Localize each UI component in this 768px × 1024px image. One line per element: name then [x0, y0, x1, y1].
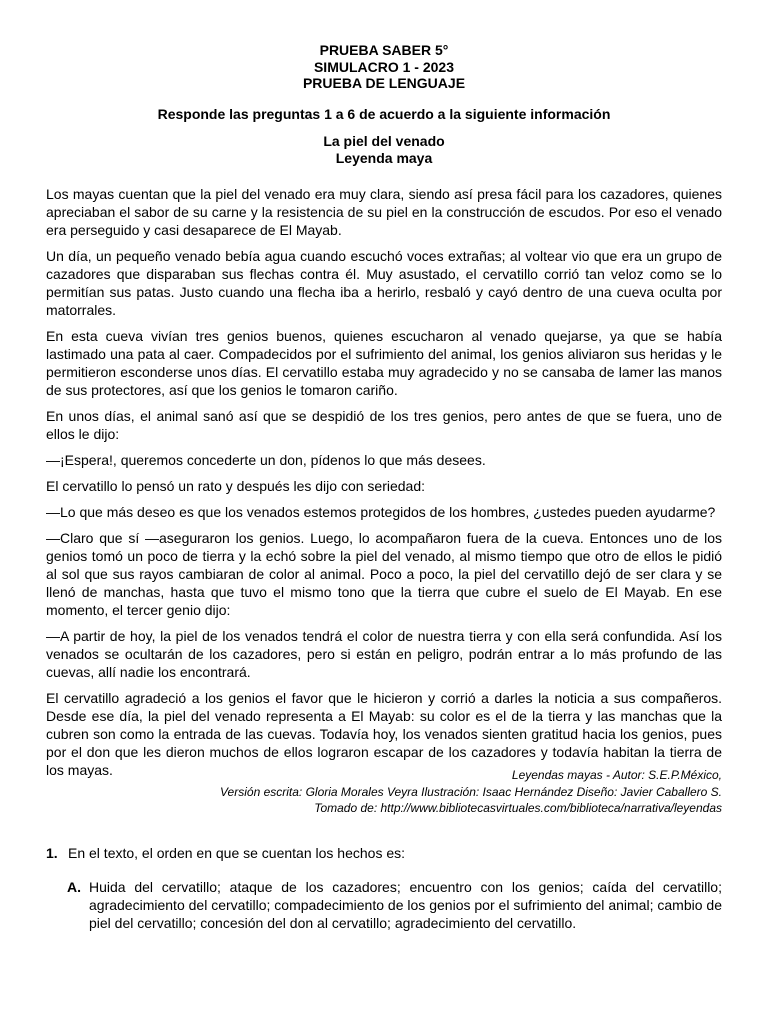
credits-source: Leyendas mayas - Autor: S.E.P.México, — [511, 768, 722, 782]
story-credits — [220, 767, 722, 817]
exam-title: PRUEBA SABER 5° — [319, 42, 449, 58]
story-body — [46, 185, 722, 787]
story-paragraph: —Claro que sí —aseguraron los genios. Luego, lo acompañaron fuera de la cueva. Entonces uno de los genios tomó un poco de tierra y la echó sobre la piel del venado, al mismo tiempo que otro de ellos le pidió al sol que sus rayos cambiaran de color al animal. Poco a poco, la piel del cervatillo dejó de ser clara y se llenó de manchas, hasta que tuvo el mismo tono que la tierra que cubre el suelo de El Mayab. En ese momento, el tercer genio dijo: — [46, 530, 722, 618]
story-paragraph: En esta cueva vivían tres genios buenos, quienes escucharon al venado quejarse, ya que se había lastimado una pata al caer. Compadecidos por el sufrimiento del animal, los genios aliviaron sus heridas y le permitieron esconderse unos días. El cervatillo estaba muy agradecido y no se cansaba de lamer las manos de sus protectores, así que los genios le tomaron cariño. — [46, 328, 722, 398]
story-title-block — [0, 133, 768, 167]
option-letter: A. — [67, 879, 81, 895]
exam-subject: PRUEBA DE LENGUAJE — [302, 75, 466, 91]
story-paragraph: —A partir de hoy, la piel de los venados tendrá el color de nuestra tierra y con ella será confundida. Así los venados se ocultarán de los cazadores, pero si están en peligro, podrán entrar a lo más profundo de las cuevas, allí nadie los encontrará. — [46, 628, 722, 680]
question-text: En el texto, el orden en que se cuentan los hechos es: — [68, 845, 406, 861]
question-number: 1. — [46, 845, 58, 861]
option-text: Huida del cervatillo; ataque de los cazadores; encuentro con los genios; caída del cervatillo; agradecimiento del cervatillo; compadecimiento de los genios por el sufrimiento del animal; cambio de piel del cervatillo; concesión del don al cervatillo; agradecimiento del cervatillo. — [89, 879, 722, 931]
exam-header — [0, 42, 768, 92]
story-paragraph: Los mayas cuentan que la piel del venado era muy clara, siendo así presa fácil para los cazadores, quienes apreciaban el sabor de su carne y la resistencia de su piel en la construcción de escudos. Por eso el venado era perseguido y casi desaparece de El Mayab. — [46, 186, 722, 238]
story-paragraph: El cervatillo lo pensó un rato y después les dijo con seriedad: — [46, 478, 425, 494]
story-paragraph: —Lo que más deseo es que los venados estemos protegidos de los hombres, ¿ustedes pueden ayudarme? — [46, 504, 716, 520]
answer-option-a[interactable] — [67, 878, 722, 932]
credits-authors: Versión escrita: Gloria Morales Veyra Ilustración: Isaac Hernández Diseño: Javier Caballero S. — [220, 784, 722, 799]
story-subtitle: Leyenda maya — [335, 150, 433, 166]
story-paragraph: Un día, un pequeño venado bebía agua cuando escuchó voces extrañas; al voltear vio que era un grupo de cazadores que disparaban sus flechas contra él. Muy asustado, el cervatillo corrió tan veloz como se lo permitían sus patas. Justo cuando una flecha iba a herirlo, resbaló y cayó dentro de una cueva oculta por matorrales. — [46, 248, 722, 318]
credits-url: Tomado de: http://www.bibliotecasvirtuales.com/biblioteca/narrativa/leyendas — [314, 801, 722, 815]
exam-edition: SIMULACRO 1 - 2023 — [313, 58, 455, 75]
story-paragraph: En unos días, el animal sanó así que se despidió de los tres genios, pero antes de que se fuera, uno de ellos le dijo: — [46, 408, 722, 442]
story-title: La piel del venado — [323, 133, 445, 149]
story-paragraph: El cervatillo agradeció a los genios el favor que le hicieron y corrió a darles la noticia a sus compañeros. Desde ese día, la piel del venado representa a El Mayab: su color es el de la tierra y las manchas que la cubren son como la entrada de las cuevas. Todavía hoy, los venados sienten gratitud hacia los genios, pues por el don que les dieron muchos de ellos lograron escapar de los cazadores y todavía habitan la tierra de los mayas. — [46, 690, 722, 778]
story-paragraph: —¡Espera!, queremos concederte un don, pídenos lo que más desees. — [46, 452, 486, 468]
instruction-text: Responde las preguntas 1 a 6 de acuerdo a la siguiente información — [157, 106, 611, 122]
